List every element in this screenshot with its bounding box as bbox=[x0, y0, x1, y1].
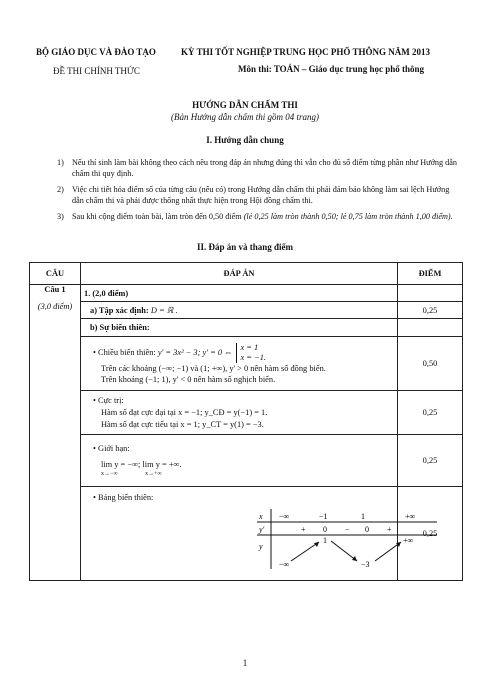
score-domain: 0,25 bbox=[398, 302, 463, 319]
limits-title: • Giới hạn: bbox=[93, 444, 130, 453]
vt-sign-0: + bbox=[301, 525, 306, 534]
col-header-cau: CÂU bbox=[30, 263, 81, 285]
vt-arrow-up-2 bbox=[375, 542, 401, 561]
cau1-spacer-4 bbox=[30, 435, 81, 487]
variation-heading: b) Sự biến thiên: bbox=[81, 319, 398, 337]
col-header-diem: ĐIỂM bbox=[398, 263, 463, 285]
cau1-points: (3,0 điểm) bbox=[30, 302, 81, 319]
cau1-spacer-3 bbox=[30, 391, 81, 435]
official-label: ĐỀ THI CHÍNH THỨC bbox=[53, 66, 140, 76]
vt-label-y: y bbox=[259, 542, 263, 551]
cau1-label: Câu 1 bbox=[44, 285, 66, 294]
score-empty-2 bbox=[398, 319, 463, 337]
guide-title: HƯỚNG DẪN CHẤM THI bbox=[192, 100, 298, 110]
ministry-name: BỘ GIÁO DỤC VÀ ĐÀO TẠO bbox=[36, 47, 156, 57]
score-extrema: 0,25 bbox=[398, 391, 463, 435]
score-monotonicity: 0,50 bbox=[398, 337, 463, 391]
guideline-item-1: 1) Nếu thí sinh làm bài không theo cách nêu trong đáp án nhưng đúng thì vẫn cho đủ số điểm từng phần như Hướng dẫn chấm thi quy định. bbox=[57, 158, 457, 178]
vt-arrowhead-2 bbox=[352, 556, 357, 561]
monotonicity-decreasing: Trên khoảng (−1; 1), y' < 0 nên hàm số nghịch biến. bbox=[101, 374, 276, 384]
vt-label-x: x bbox=[259, 512, 263, 521]
vt-x-2: 1 bbox=[361, 512, 365, 521]
subject-line bbox=[238, 64, 424, 74]
extrema-title: • Cực trị: bbox=[93, 395, 124, 405]
variation-table-row bbox=[81, 487, 416, 581]
monotonicity-row bbox=[81, 337, 398, 391]
monotonicity-increasing: Trên các khoảng (−∞; −1) và (1; +∞), y' > 0 nên hàm số đồng biến. bbox=[101, 363, 326, 373]
vt-x-0: −∞ bbox=[279, 512, 290, 521]
extrema-min: Hàm số đạt cực tiểu tại x = 1; y_CT = y(1) = −3. bbox=[101, 419, 264, 429]
general-guidelines-list bbox=[57, 157, 462, 222]
vt-y-plus-inf: +∞ bbox=[403, 536, 414, 545]
monotonicity-derivative: • Chiều biến thiên: y' = 3x² − 3; y' = 0 ⇔ x = 1 x = −1. bbox=[93, 342, 266, 362]
variation-table-svg bbox=[257, 509, 437, 569]
answer-table bbox=[29, 262, 463, 581]
vt-arrow-up-1 bbox=[291, 542, 319, 561]
guideline-item-3: 3) Sau khi cộng điểm toàn bài, làm tròn đến 0,50 điểm (lẻ 0,25 làm tròn thành 0,50; lẻ 0,75 làm tròn thành 1,00 điểm). bbox=[57, 212, 453, 221]
extrema-max: Hàm số đạt cực đại tại x = −1; y_CĐ = y(−1) = 1. bbox=[101, 407, 268, 417]
vt-sign-4: + bbox=[387, 525, 392, 534]
limits-row bbox=[81, 435, 398, 487]
vt-arrow-down bbox=[331, 541, 357, 561]
score-variation-table: 0,25 bbox=[398, 487, 463, 581]
vt-sign-1: 0 bbox=[323, 525, 327, 534]
subject-prefix: Môn thi: bbox=[238, 64, 272, 74]
vt-sign-3: 0 bbox=[365, 525, 369, 534]
section2-heading: II. Đáp án và thang điểm bbox=[196, 242, 294, 252]
exam-title: KỲ THI TỐT NGHIỆP TRUNG HỌC PHỔ THÔNG NĂM 2013 bbox=[181, 47, 430, 57]
limits-formula: lim y = −∞; lim y = +∞. bbox=[101, 460, 182, 469]
subject-name: TOÁN – Giáo dục trung học phổ thông bbox=[273, 64, 424, 74]
variation-table-title: • Bảng biến thiên: bbox=[93, 493, 154, 502]
page-number: 1 bbox=[242, 658, 248, 668]
vt-y-max: 1 bbox=[323, 536, 327, 545]
part1-heading: 1. (2,0 điểm) bbox=[81, 285, 398, 302]
vt-y-minus-inf: −∞ bbox=[279, 560, 290, 569]
limits-subscripts: x→−∞ x→+∞ bbox=[101, 471, 162, 477]
vt-sign-2: − bbox=[345, 525, 350, 534]
vt-x-3: +∞ bbox=[405, 512, 416, 521]
vt-x-1: −1 bbox=[319, 512, 328, 521]
guide-subtitle: (Bản Hướng dẫn chấm thi gồm 04 trang) bbox=[171, 112, 319, 122]
cau1-cell bbox=[30, 285, 81, 302]
cau1-spacer-5 bbox=[30, 487, 81, 581]
vt-y-min: −3 bbox=[361, 560, 370, 569]
cau1-spacer-2 bbox=[30, 337, 81, 391]
score-limits: 0,25 bbox=[398, 435, 463, 487]
score-empty-1 bbox=[398, 285, 463, 302]
cau1-spacer-1 bbox=[30, 319, 81, 337]
domain-row: a) Tập xác định: D = ℝ . bbox=[81, 302, 398, 319]
guideline-item-2: 2) Việc chi tiết hóa điểm số của từng câu (nếu có) trong Hướng dẫn chấm thi phải đảm bảo không làm sai lệch Hướng dẫn chấm thi và phải được thống nhất thực hiện trong Hội đồng chấm thi. bbox=[57, 185, 450, 205]
derivative-cases: x = 1 x = −1. bbox=[236, 343, 267, 363]
extrema-row bbox=[81, 391, 398, 435]
col-header-dapan: ĐÁP ÁN bbox=[81, 263, 398, 285]
vt-label-yp: y' bbox=[259, 525, 265, 534]
section1-heading: I. Hướng dẫn chung bbox=[206, 135, 284, 145]
